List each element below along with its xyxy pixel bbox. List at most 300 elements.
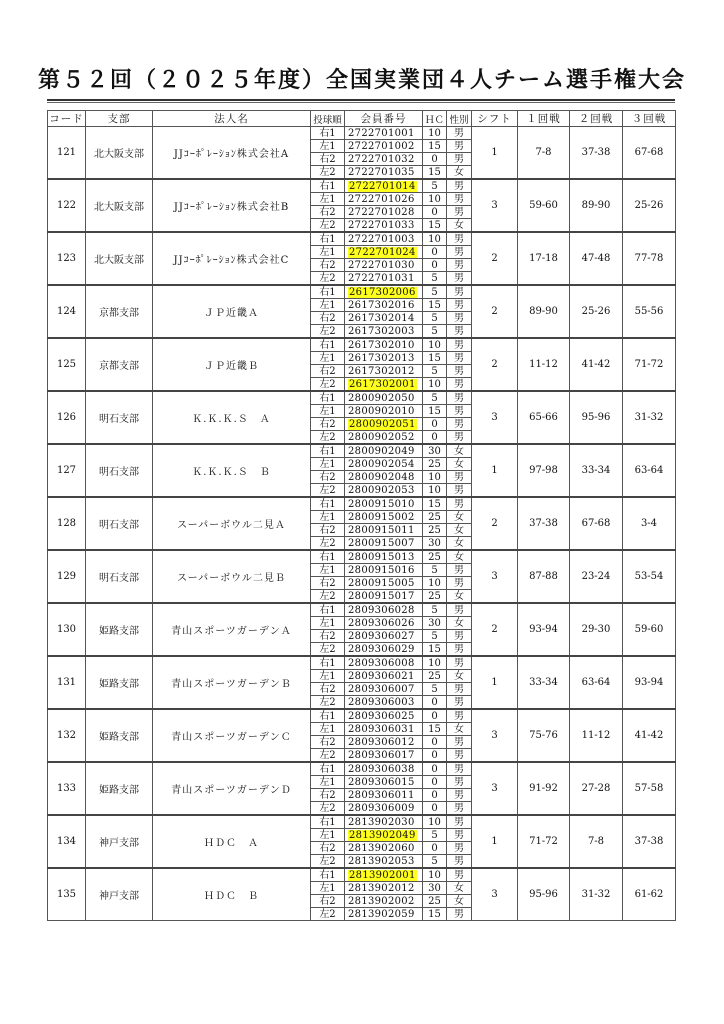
gender: 男 — [447, 643, 472, 657]
team-code: 124 — [48, 285, 86, 338]
member-number: 2813902012 — [348, 882, 415, 894]
bowling-order: 左2 — [311, 908, 345, 921]
member-number-cell — [345, 418, 423, 431]
member-number: 2809306009 — [348, 802, 415, 814]
team-branch: 神戸支部 — [86, 815, 153, 868]
gender: 男 — [447, 564, 472, 577]
shift-number: 3 — [472, 762, 518, 815]
member-number-cell — [345, 895, 423, 908]
bowling-order: 左2 — [311, 749, 345, 763]
handicap: 25 — [423, 511, 447, 524]
gender: 女 — [447, 617, 472, 630]
bowling-order: 右2 — [311, 312, 345, 325]
gender: 男 — [447, 338, 472, 352]
member-number-highlighted: 2617302001 — [349, 378, 416, 390]
team-branch: 京都支部 — [86, 285, 153, 338]
header-branch: 支部 — [86, 111, 153, 127]
gender: 女 — [447, 895, 472, 908]
member-number: 2800915016 — [348, 564, 415, 576]
gender: 女 — [447, 550, 472, 564]
gender: 男 — [447, 179, 472, 193]
gender: 男 — [447, 802, 472, 816]
round3-lanes: 61-62 — [623, 868, 676, 921]
round2-lanes: 29-30 — [570, 603, 623, 656]
gender: 男 — [447, 299, 472, 312]
member-number-cell — [345, 577, 423, 590]
handicap: 5 — [423, 365, 447, 378]
member-number-cell — [345, 471, 423, 484]
round1-lanes: 59-60 — [518, 179, 570, 232]
handicap: 5 — [423, 603, 447, 617]
table-row — [48, 391, 676, 405]
team-code: 128 — [48, 497, 86, 550]
member-number: 2809306029 — [348, 643, 415, 655]
gender: 女 — [447, 670, 472, 683]
bowling-order: 右1 — [311, 391, 345, 405]
member-number-cell — [345, 815, 423, 829]
team-branch: 姫路支部 — [86, 762, 153, 815]
round3-lanes: 41-42 — [623, 709, 676, 762]
round3-lanes: 71-72 — [623, 338, 676, 391]
bowling-order: 左1 — [311, 776, 345, 789]
shift-number: 3 — [472, 179, 518, 232]
handicap: 0 — [423, 762, 447, 776]
bowling-order: 左1 — [311, 458, 345, 471]
member-number: 2809306026 — [348, 617, 415, 629]
handicap: 0 — [423, 431, 447, 445]
handicap: 15 — [423, 140, 447, 153]
round3-lanes: 57-58 — [623, 762, 676, 815]
bowling-order: 左2 — [311, 219, 345, 233]
round1-lanes: 97-98 — [518, 444, 570, 497]
member-number: 2800915002 — [348, 511, 415, 523]
handicap: 15 — [423, 908, 447, 921]
handicap: 10 — [423, 232, 447, 246]
bowling-order: 右1 — [311, 285, 345, 299]
bowling-order: 左2 — [311, 484, 345, 498]
team-corp: 青山スポーツガーデンＡ — [153, 603, 311, 656]
member-number-highlighted: 2722701014 — [349, 180, 416, 192]
gender: 男 — [447, 736, 472, 749]
member-number-cell — [345, 444, 423, 458]
member-number-cell — [345, 127, 423, 140]
bowling-order: 左1 — [311, 405, 345, 418]
member-number: 2809306015 — [348, 776, 415, 788]
gender: 男 — [447, 908, 472, 921]
bowling-order: 左2 — [311, 325, 345, 339]
gender: 男 — [447, 285, 472, 299]
header-r3: ３回戦 — [623, 111, 676, 127]
team-corp: スーパーボウル二見Ｂ — [153, 550, 311, 603]
member-number: 2800902010 — [348, 405, 415, 417]
round1-lanes: 37-38 — [518, 497, 570, 550]
bowling-order: 左1 — [311, 299, 345, 312]
bowling-order: 左1 — [311, 564, 345, 577]
member-number-cell — [345, 524, 423, 537]
bowling-order: 左2 — [311, 431, 345, 445]
member-number-cell — [345, 789, 423, 802]
round1-lanes: 89-90 — [518, 285, 570, 338]
member-number: 2722701033 — [348, 219, 415, 231]
member-number: 2800902052 — [348, 431, 415, 443]
gender: 男 — [447, 855, 472, 869]
handicap: 5 — [423, 829, 447, 842]
gender: 男 — [447, 127, 472, 140]
member-number-cell — [345, 550, 423, 564]
member-number: 2722701002 — [348, 140, 415, 152]
member-number: 2617302012 — [348, 365, 415, 377]
member-number: 2809306017 — [348, 749, 415, 761]
team-code: 122 — [48, 179, 86, 232]
round3-lanes: 55-56 — [623, 285, 676, 338]
member-number-highlighted: 2813902001 — [349, 869, 416, 881]
handicap: 5 — [423, 272, 447, 286]
member-number-cell — [345, 232, 423, 246]
member-number-cell — [345, 391, 423, 405]
team-code: 135 — [48, 868, 86, 921]
team-branch: 明石支部 — [86, 444, 153, 497]
handicap: 10 — [423, 378, 447, 392]
round2-lanes: 37-38 — [570, 127, 623, 180]
member-number-cell — [345, 272, 423, 286]
header-r1: １回戦 — [518, 111, 570, 127]
round1-lanes: 17-18 — [518, 232, 570, 285]
member-number: 2813902030 — [348, 816, 415, 828]
bowling-order: 右1 — [311, 550, 345, 564]
handicap: 5 — [423, 312, 447, 325]
member-number-cell — [345, 511, 423, 524]
shift-number: 2 — [472, 338, 518, 391]
member-number-cell — [345, 762, 423, 776]
member-number-cell — [345, 829, 423, 842]
gender: 男 — [447, 815, 472, 829]
handicap: 0 — [423, 259, 447, 272]
bowling-order: 左2 — [311, 537, 345, 551]
table-row — [48, 497, 676, 511]
member-number: 2813902053 — [348, 855, 415, 867]
handicap: 30 — [423, 882, 447, 895]
member-number: 2722701028 — [348, 206, 415, 218]
team-corp: Ｋ.Ｋ.Ｋ.Ｓ Ｂ — [153, 444, 311, 497]
gender: 男 — [447, 497, 472, 511]
member-number-cell — [345, 497, 423, 511]
gender: 女 — [447, 882, 472, 895]
handicap: 15 — [423, 352, 447, 365]
gender: 男 — [447, 140, 472, 153]
title-underline-thin — [47, 102, 675, 103]
member-number-cell — [345, 617, 423, 630]
member-number-cell — [345, 219, 423, 233]
gender: 女 — [447, 537, 472, 551]
member-number-cell — [345, 656, 423, 670]
member-number: 2800902049 — [348, 445, 415, 457]
gender: 男 — [447, 630, 472, 643]
gender: 女 — [447, 458, 472, 471]
team-code: 133 — [48, 762, 86, 815]
bowling-order: 右2 — [311, 842, 345, 855]
handicap: 25 — [423, 895, 447, 908]
bowling-order: 左1 — [311, 617, 345, 630]
team-code: 129 — [48, 550, 86, 603]
round1-lanes: 11-12 — [518, 338, 570, 391]
bowling-order: 右1 — [311, 179, 345, 193]
round2-lanes: 11-12 — [570, 709, 623, 762]
member-number-cell — [345, 908, 423, 921]
table-row — [48, 550, 676, 564]
bowling-order: 右1 — [311, 338, 345, 352]
header-shift: シフト — [472, 111, 518, 127]
round1-lanes: 87-88 — [518, 550, 570, 603]
table-body — [48, 127, 676, 921]
team-corp: 青山スポーツガーデンＣ — [153, 709, 311, 762]
bowling-order: 左1 — [311, 246, 345, 259]
shift-number: 1 — [472, 656, 518, 709]
gender: 男 — [447, 246, 472, 259]
gender: 女 — [447, 444, 472, 458]
gender: 男 — [447, 749, 472, 763]
bowling-order: 右1 — [311, 815, 345, 829]
handicap: 15 — [423, 166, 447, 180]
team-branch: 明石支部 — [86, 550, 153, 603]
team-code: 131 — [48, 656, 86, 709]
member-number-cell — [345, 458, 423, 471]
gender: 男 — [447, 325, 472, 339]
bowling-order: 右1 — [311, 603, 345, 617]
member-number: 2813902059 — [348, 908, 415, 920]
round2-lanes: 33-34 — [570, 444, 623, 497]
member-number-cell — [345, 736, 423, 749]
gender: 男 — [447, 603, 472, 617]
member-number: 2809306003 — [348, 696, 415, 708]
table-row — [48, 762, 676, 776]
gender: 男 — [447, 193, 472, 206]
team-code: 130 — [48, 603, 86, 656]
shift-number: 1 — [472, 127, 518, 180]
round3-lanes: 63-64 — [623, 444, 676, 497]
handicap: 10 — [423, 193, 447, 206]
round2-lanes: 89-90 — [570, 179, 623, 232]
member-number: 2809306028 — [348, 604, 415, 616]
handicap: 0 — [423, 736, 447, 749]
header-code: コード — [48, 111, 86, 127]
gender: 男 — [447, 259, 472, 272]
gender: 男 — [447, 312, 472, 325]
round3-lanes: 31-32 — [623, 391, 676, 444]
header-r2: ２回戦 — [570, 111, 623, 127]
handicap: 0 — [423, 842, 447, 855]
team-branch: 明石支部 — [86, 497, 153, 550]
member-number: 2800902054 — [348, 458, 415, 470]
member-number: 2722701030 — [348, 259, 415, 271]
gender: 男 — [447, 206, 472, 219]
handicap: 5 — [423, 630, 447, 643]
shift-number: 2 — [472, 603, 518, 656]
gender: 男 — [447, 696, 472, 710]
team-corp: スーパーボウル二見Ａ — [153, 497, 311, 550]
team-branch: 北大阪支部 — [86, 179, 153, 232]
bowling-order: 右2 — [311, 418, 345, 431]
handicap: 15 — [423, 405, 447, 418]
gender: 女 — [447, 723, 472, 736]
gender: 男 — [447, 391, 472, 405]
table-row — [48, 603, 676, 617]
gender: 男 — [447, 656, 472, 670]
gender: 男 — [447, 272, 472, 286]
member-number: 2800915011 — [348, 524, 415, 536]
handicap: 0 — [423, 153, 447, 166]
round3-lanes: 67-68 — [623, 127, 676, 180]
shift-number: 3 — [472, 709, 518, 762]
bowling-order: 右2 — [311, 206, 345, 219]
team-code: 132 — [48, 709, 86, 762]
team-corp: Ｋ.Ｋ.Ｋ.Ｓ Ａ — [153, 391, 311, 444]
team-corp: 青山スポーツガーデンＢ — [153, 656, 311, 709]
handicap: 0 — [423, 749, 447, 763]
team-corp: ＨＤＣ Ｂ — [153, 868, 311, 921]
member-number-highlighted: 2800902051 — [349, 418, 416, 430]
team-code: 121 — [48, 127, 86, 180]
handicap: 5 — [423, 179, 447, 193]
member-number: 2800915017 — [348, 590, 415, 602]
handicap: 0 — [423, 206, 447, 219]
member-number-cell — [345, 590, 423, 604]
table-row — [48, 656, 676, 670]
member-number-cell — [345, 431, 423, 445]
handicap: 30 — [423, 617, 447, 630]
gender: 女 — [447, 590, 472, 604]
bowling-order: 右2 — [311, 524, 345, 537]
team-code: 125 — [48, 338, 86, 391]
team-corp: ＪＰ近畿Ｂ — [153, 338, 311, 391]
bowling-order: 右1 — [311, 497, 345, 511]
handicap: 0 — [423, 418, 447, 431]
table-row — [48, 285, 676, 299]
bowling-order: 右1 — [311, 762, 345, 776]
gender: 男 — [447, 471, 472, 484]
handicap: 25 — [423, 524, 447, 537]
handicap: 10 — [423, 656, 447, 670]
handicap: 10 — [423, 577, 447, 590]
round1-lanes: 93-94 — [518, 603, 570, 656]
member-number: 2617302010 — [348, 339, 415, 351]
shift-number: 3 — [472, 391, 518, 444]
round2-lanes: 67-68 — [570, 497, 623, 550]
round3-lanes: 3-4 — [623, 497, 676, 550]
bowling-order: 右2 — [311, 736, 345, 749]
bowling-order: 右1 — [311, 656, 345, 670]
member-number: 2722701026 — [348, 193, 415, 205]
member-number: 2809306031 — [348, 723, 415, 735]
team-branch: 京都支部 — [86, 338, 153, 391]
team-branch: 姫路支部 — [86, 656, 153, 709]
round1-lanes: 95-96 — [518, 868, 570, 921]
member-number: 2813902002 — [348, 895, 415, 907]
gender: 男 — [447, 232, 472, 246]
member-number-cell — [345, 179, 423, 193]
member-number-cell — [345, 709, 423, 723]
shift-number: 1 — [472, 444, 518, 497]
bowling-order: 右2 — [311, 683, 345, 696]
member-number: 2722701031 — [348, 272, 415, 284]
handicap: 25 — [423, 458, 447, 471]
team-code: 134 — [48, 815, 86, 868]
bowling-order: 右1 — [311, 868, 345, 882]
header-gender: 性別 — [447, 111, 472, 127]
member-number-cell — [345, 193, 423, 206]
member-number-cell — [345, 723, 423, 736]
member-number-cell — [345, 670, 423, 683]
member-number: 2800915013 — [348, 551, 415, 563]
team-corp: JJｺｰﾎﾟﾚｰｼｮﾝ株式会社A — [153, 127, 311, 180]
team-corp: JJｺｰﾎﾟﾚｰｼｮﾝ株式会社C — [153, 232, 311, 285]
member-number-cell — [345, 378, 423, 392]
gender: 女 — [447, 166, 472, 180]
member-number-highlighted: 2617302006 — [349, 286, 416, 298]
round1-lanes: 65-66 — [518, 391, 570, 444]
member-number-cell — [345, 246, 423, 259]
member-number-cell — [345, 484, 423, 498]
gender: 男 — [447, 352, 472, 365]
team-branch: 姫路支部 — [86, 603, 153, 656]
member-number: 2809306011 — [348, 789, 415, 801]
round3-lanes: 77-78 — [623, 232, 676, 285]
gender: 男 — [447, 405, 472, 418]
bowling-order: 左1 — [311, 670, 345, 683]
member-number-cell — [345, 140, 423, 153]
round3-lanes: 25-26 — [623, 179, 676, 232]
bowling-order: 左1 — [311, 193, 345, 206]
team-branch: 姫路支部 — [86, 709, 153, 762]
handicap: 5 — [423, 391, 447, 405]
bowling-order: 右1 — [311, 444, 345, 458]
handicap: 0 — [423, 802, 447, 816]
member-number-cell — [345, 802, 423, 816]
bowling-order: 左2 — [311, 696, 345, 710]
member-number: 2809306021 — [348, 670, 415, 682]
gender: 男 — [447, 868, 472, 882]
member-number-cell — [345, 603, 423, 617]
member-number-cell — [345, 749, 423, 763]
bowling-order: 右1 — [311, 127, 345, 140]
gender: 女 — [447, 219, 472, 233]
header-hc: ＨＣ — [423, 111, 447, 127]
bowling-order: 左1 — [311, 352, 345, 365]
table-row — [48, 868, 676, 882]
member-number-cell — [345, 630, 423, 643]
handicap: 5 — [423, 683, 447, 696]
bowling-order: 左1 — [311, 723, 345, 736]
member-number: 2617302016 — [348, 299, 415, 311]
handicap: 5 — [423, 855, 447, 869]
handicap: 0 — [423, 789, 447, 802]
member-number: 2722701003 — [348, 233, 415, 245]
team-code: 126 — [48, 391, 86, 444]
team-corp: ＪＰ近畿Ａ — [153, 285, 311, 338]
member-number-cell — [345, 537, 423, 551]
member-number-cell — [345, 153, 423, 166]
bowling-order: 左2 — [311, 378, 345, 392]
handicap: 10 — [423, 484, 447, 498]
member-number: 2800915005 — [348, 577, 415, 589]
team-branch: 北大阪支部 — [86, 127, 153, 180]
bowling-order: 左2 — [311, 802, 345, 816]
member-number-cell — [345, 365, 423, 378]
member-number-cell — [345, 206, 423, 219]
round3-lanes: 93-94 — [623, 656, 676, 709]
team-corp: JJｺｰﾎﾟﾚｰｼｮﾝ株式会社B — [153, 179, 311, 232]
bowling-order: 左1 — [311, 829, 345, 842]
member-number-cell — [345, 564, 423, 577]
